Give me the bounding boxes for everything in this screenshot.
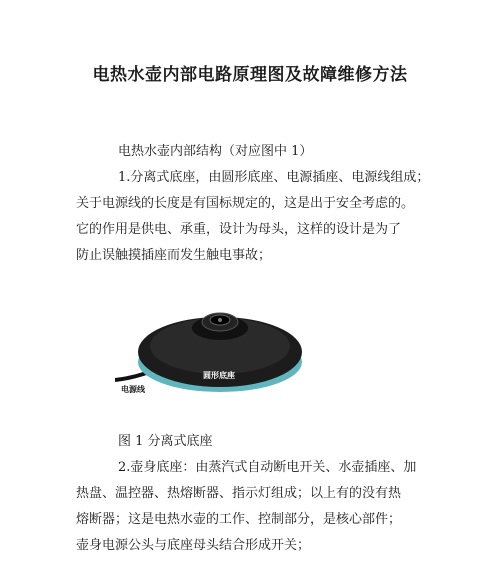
paragraph-line: 关于电源线的长度是有国标规定的，这是出于安全考虑的。	[76, 196, 415, 211]
label-cord: 电源线	[121, 385, 145, 394]
paragraph-line: 它的作用是供电、承重，设计为母头，这样的设计是为了	[76, 222, 402, 237]
figure-caption: 图 1 分离式底座	[118, 434, 213, 449]
paragraph-line: 熔断器；这是电热水壶的工作、控制部分，是核心部件；	[76, 512, 402, 527]
paragraph-line: 防止误触摸插座而发生触电事故；	[76, 248, 272, 263]
base-photo	[115, 280, 305, 410]
paragraph-line: 热盘、温控器、热熔断器、指示灯组成；以上有的没有热	[76, 486, 402, 501]
paragraph-line: 壶身电源公头与底座母头结合形成开关；	[76, 538, 311, 553]
paragraph-line: 2.壶身底座：由蒸汽式自动断电开关、水壶插座、加	[118, 460, 417, 475]
paragraph-line: 1.分离式底座，由圆形底座、电源插座、电源线组成；	[118, 170, 430, 185]
label-socket: 供电插座	[205, 297, 237, 306]
paragraph-heading: 电热水壶内部结构（对应图中 1）	[118, 144, 313, 159]
label-base: 圆形底座	[203, 371, 235, 380]
page-title: 电热水壶内部电路原理图及故障维修方法	[92, 65, 408, 85]
